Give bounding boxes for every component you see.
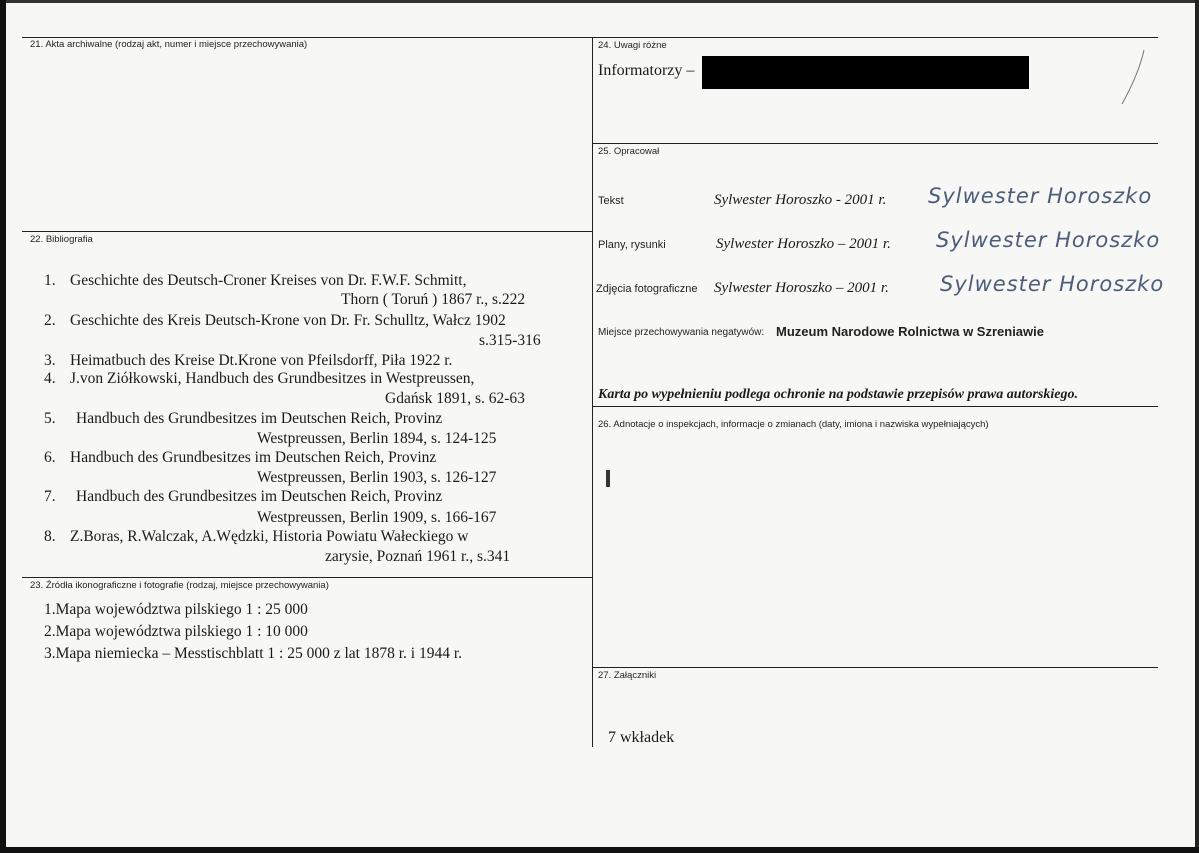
author-text: Sylwester Horoszko - 2001 r. [714, 192, 887, 208]
pen-stroke-mark [1118, 48, 1148, 108]
rule-21-22 [22, 231, 592, 232]
list-item-cont: zarysie, Poznań 1961 r., s.341 [325, 548, 511, 565]
scan-edge-left [0, 0, 6, 853]
list-item-cont: Westpreussen, Berlin 1894, s. 124-125 [257, 430, 497, 447]
redaction-block [702, 56, 1029, 89]
section-21-label: 21. Akta archiwalne (rodzaj akt, numer i miejsce przechowywania) [30, 39, 308, 50]
list-item: 3.Mapa niemiecka – Messtischblatt 1 : 25 000 z lat 1878 r. i 1944 r. [44, 645, 463, 662]
handwritten-signature: Sylwester Horoszko [928, 184, 1153, 208]
list-item: 3. Heimatbuch des Kreise Dt.Krone von Pfeilsdorff, Piła 1922 r. [44, 352, 453, 369]
list-item: 2. Geschichte des Kreis Deutsch-Krone von Dr. Fr. Schulltz, Wałcz 1902 [44, 312, 506, 329]
attachments-count: 7 wkładek [608, 729, 675, 746]
list-item-cont: s.315-316 [479, 332, 541, 349]
negatives-storage-value: Muzeum Narodowe Rolnictwa w Szreniawie [776, 324, 1044, 339]
list-item: 1.Mapa województwa pilskiego 1 : 25 000 [44, 601, 308, 618]
list-item: 4. J.von Ziółkowski, Handbuch des Grundbesitzes in Westpreussen, [44, 370, 475, 387]
section-24-label: 24. Uwagi różne [598, 40, 667, 51]
section-23-label: 23. Źródła ikonograficzne i fotografie (rodzaj, miejsce przechowywania) [30, 580, 329, 591]
author-plans: Sylwester Horoszko – 2001 r. [716, 236, 891, 252]
ink-mark [606, 470, 610, 487]
section-25-label: 25. Opracował [598, 146, 660, 157]
informants-label: Informatorzy – [598, 62, 695, 79]
scan-edge-bottom [0, 847, 1199, 853]
scan-edge-right [1195, 0, 1199, 853]
section-26-label: 26. Adnotacje o inspekcjach, informacje o zmianach (daty, imiona i nazwiska wypełniających) [598, 419, 989, 430]
row-label-plans: Plany, rysunki [598, 239, 666, 251]
rule-25-26 [593, 406, 1158, 407]
list-item: 5. Handbuch des Grundbesitzes im Deutschen Reich, Provinz [44, 410, 443, 427]
list-item: 6. Handbuch des Grundbesitzes im Deutschen Reich, Provinz [44, 449, 437, 466]
handwritten-signature: Sylwester Horoszko [940, 272, 1165, 296]
scan-edge-top [0, 0, 1199, 3]
top-rule [22, 37, 1158, 38]
rule-24-25 [593, 143, 1158, 144]
list-item: 8. Z.Boras, R.Walczak, A.Wędzki, Historia Powiatu Wałeckiego w [44, 528, 469, 545]
copyright-notice: Karta po wypełnieniu podlega ochronie na podstawie przepisów prawa autorskiego. [598, 387, 1078, 402]
handwritten-signature: Sylwester Horoszko [936, 228, 1161, 252]
row-label-text: Tekst [598, 195, 624, 207]
list-item-cont: Westpreussen, Berlin 1909, s. 166-167 [257, 509, 497, 526]
list-item: 7. Handbuch des Grundbesitzes im Deutschen Reich, Provinz [44, 488, 443, 505]
section-27-label: 27. Załączniki [598, 670, 657, 681]
list-item-cont: Westpreussen, Berlin 1903, s. 126-127 [257, 469, 497, 486]
negatives-storage-label: Miejsce przechowywania negatywów: [598, 327, 765, 338]
row-label-photos: Zdjęcia fotograficzne [596, 283, 698, 295]
list-item: 2.Mapa województwa pilskiego 1 : 10 000 [44, 623, 308, 640]
rule-26-27 [593, 667, 1158, 668]
list-item: 1. Geschichte des Deutsch-Croner Kreises von Dr. F.W.F. Schmitt, [44, 272, 467, 289]
author-photos: Sylwester Horoszko – 2001 r. [714, 280, 889, 296]
list-item-cont: Gdańsk 1891, s. 62-63 [385, 390, 525, 407]
list-item-cont: Thorn ( Toruń ) 1867 r., s.222 [341, 291, 526, 308]
section-22-label: 22. Bibliografia [30, 234, 93, 245]
rule-22-23 [22, 577, 592, 578]
